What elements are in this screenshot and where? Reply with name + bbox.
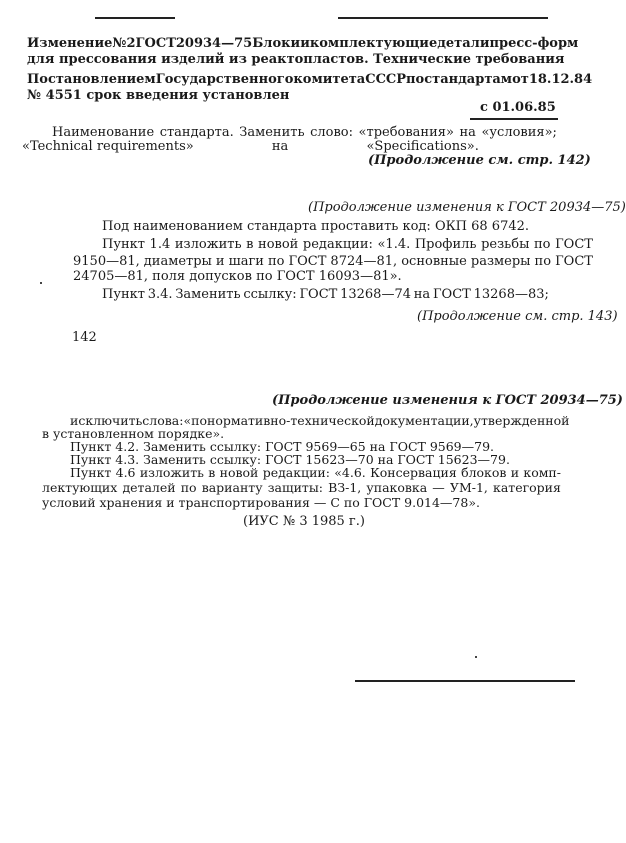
word: редакции: — [262, 465, 330, 480]
word: Пункт — [102, 287, 145, 302]
word: нормативно-технической — [206, 413, 375, 428]
word: Консервация — [370, 465, 457, 480]
top-rule-right — [338, 17, 548, 19]
word: новой — [219, 465, 259, 480]
word: 8724—81, — [330, 254, 398, 269]
word: комитета — [293, 72, 366, 87]
word: слова: — [142, 413, 184, 428]
word: стандарта. — [159, 125, 234, 140]
word: деталей — [122, 480, 176, 495]
word: ГОСТ — [432, 287, 471, 302]
word: на — [459, 125, 476, 140]
title-change-line1 — [52, 125, 557, 140]
word: по — [534, 237, 551, 252]
word: в — [208, 465, 216, 480]
word: размеры — [470, 254, 531, 269]
word: Блоки — [252, 36, 301, 51]
word: ссылку: — [243, 287, 297, 302]
word: шаги — [228, 254, 264, 269]
word: ГОСТ — [299, 287, 338, 302]
word: ГОСТ — [288, 254, 327, 269]
word: диаметры — [143, 254, 212, 269]
word: СССР — [365, 72, 407, 87]
word: по — [267, 254, 285, 269]
word: Заменить — [239, 125, 305, 140]
word: Пункт — [70, 465, 112, 480]
word: и — [215, 254, 225, 269]
word: 20934—75 — [175, 36, 253, 51]
word: «1.4. — [377, 237, 411, 252]
date-underline — [470, 118, 558, 120]
word: 18.12.84 — [528, 72, 593, 87]
word: Наименование — [52, 125, 155, 140]
word: 13268—74 — [340, 287, 411, 302]
word: в — [246, 237, 254, 252]
word: «Technical requirements» — [22, 139, 194, 154]
word: изложить — [174, 237, 242, 252]
word: комп- — [523, 465, 561, 480]
word: УМ-1, — [449, 480, 488, 495]
word: «требования» — [358, 125, 454, 140]
word: ГОСТ — [555, 254, 593, 269]
word: упаковка — [366, 480, 428, 495]
item-4-6-line1 — [70, 465, 561, 480]
word: № — [112, 36, 127, 51]
word: слово: — [310, 125, 353, 140]
word: по — [180, 480, 197, 495]
item-4-6-line2 — [42, 480, 561, 495]
bottom-rule — [355, 680, 575, 682]
block2-header: (Продолжение изменения к ГОСТ 20934—75) — [308, 200, 626, 215]
title-change-line2 — [22, 139, 557, 154]
word: 1.4 — [149, 237, 171, 252]
okp-code-line: Под наименованием стандарта проставить код: ОКП 68 6742. — [102, 219, 530, 234]
word: утвержденной — [473, 413, 570, 428]
item-3-4-line — [102, 287, 549, 302]
block3-header: (Продолжение изменения к ГОСТ 20934—75) — [272, 393, 623, 408]
word: Постановлением — [27, 72, 156, 87]
stray-mark-left — [40, 282, 42, 284]
item-4-6-line3: условий хранения и транспортирования — С по ГОСТ 9.014—78». — [42, 495, 480, 510]
word: — — [432, 480, 445, 495]
word: редакции: — [302, 237, 373, 252]
word: новой — [258, 237, 299, 252]
word: от — [512, 72, 529, 87]
word: ГОСТ — [555, 237, 593, 252]
word: изложить — [139, 465, 204, 480]
amendment-title-line1 — [27, 36, 579, 51]
word: резьбы — [481, 237, 530, 252]
word: Заменить — [175, 287, 241, 302]
word: детали — [437, 36, 490, 51]
word: ГОСТ — [135, 36, 176, 51]
item-4-3-line: Пункт 4.3. Заменить ссылку: ГОСТ 15623—70 на ГОСТ 15623—79. — [70, 452, 510, 467]
word: и — [300, 36, 310, 51]
word: Изменение — [27, 36, 113, 51]
word: «по — [183, 413, 207, 428]
item-4-2-line: Пункт 4.2. Заменить ссылку: ГОСТ 9569—65 на ГОСТ 9569—79. — [70, 439, 495, 454]
page-number: 142 — [72, 330, 97, 345]
word: стандартам — [424, 72, 513, 87]
word: блоков — [461, 465, 507, 480]
word: 13268—83; — [473, 287, 549, 302]
word: «4.6. — [334, 465, 366, 480]
word: на — [413, 287, 431, 302]
word: комплектующие — [309, 36, 438, 51]
word: Пункт — [102, 237, 145, 252]
word: пресс-форм — [489, 36, 579, 51]
amendment-title-line2: для прессования изделий из реактопластов. Технические требования — [27, 52, 565, 67]
item-1-4-line1 — [102, 237, 593, 252]
word: лектующих — [42, 480, 118, 495]
word: и — [510, 465, 520, 480]
effective-date: с 01.06.85 — [480, 100, 556, 115]
word: документации, — [374, 413, 474, 428]
word: Профиль — [414, 237, 477, 252]
word: варианту — [201, 480, 263, 495]
top-rule-left — [95, 17, 175, 19]
word: 2 — [126, 36, 136, 51]
resolution-line — [27, 72, 593, 87]
word: защиты: — [267, 480, 324, 495]
word: 3.4. — [147, 287, 173, 302]
word: Государственного — [155, 72, 294, 87]
word: по — [406, 72, 425, 87]
word: основные — [401, 254, 467, 269]
continuation-note-1: (Продолжение см. стр. 142) — [368, 153, 591, 168]
word: ВЗ-1, — [328, 480, 362, 495]
word: исключить — [70, 413, 143, 428]
word: по — [534, 254, 552, 269]
source-reference: (ИУС № 3 1985 г.) — [243, 514, 365, 529]
exclude-words-line2: в установленном порядке». — [42, 426, 225, 441]
continuation-note-2: (Продолжение см. стр. 143) — [417, 309, 618, 324]
word: 4.6 — [115, 465, 136, 480]
resolution-number-line: № 4551 срок введения установлен — [27, 88, 290, 103]
stray-mark-right — [475, 656, 477, 658]
word: «Specifications». — [366, 139, 479, 154]
item-1-4-line3: 24705—81, поля допусков по ГОСТ 16093—81». — [73, 269, 402, 284]
word: категория — [493, 480, 561, 495]
word: 9150—81, — [73, 254, 140, 269]
word: «условия»; — [481, 125, 557, 140]
item-1-4-line2 — [73, 254, 593, 269]
word: на — [271, 139, 289, 154]
